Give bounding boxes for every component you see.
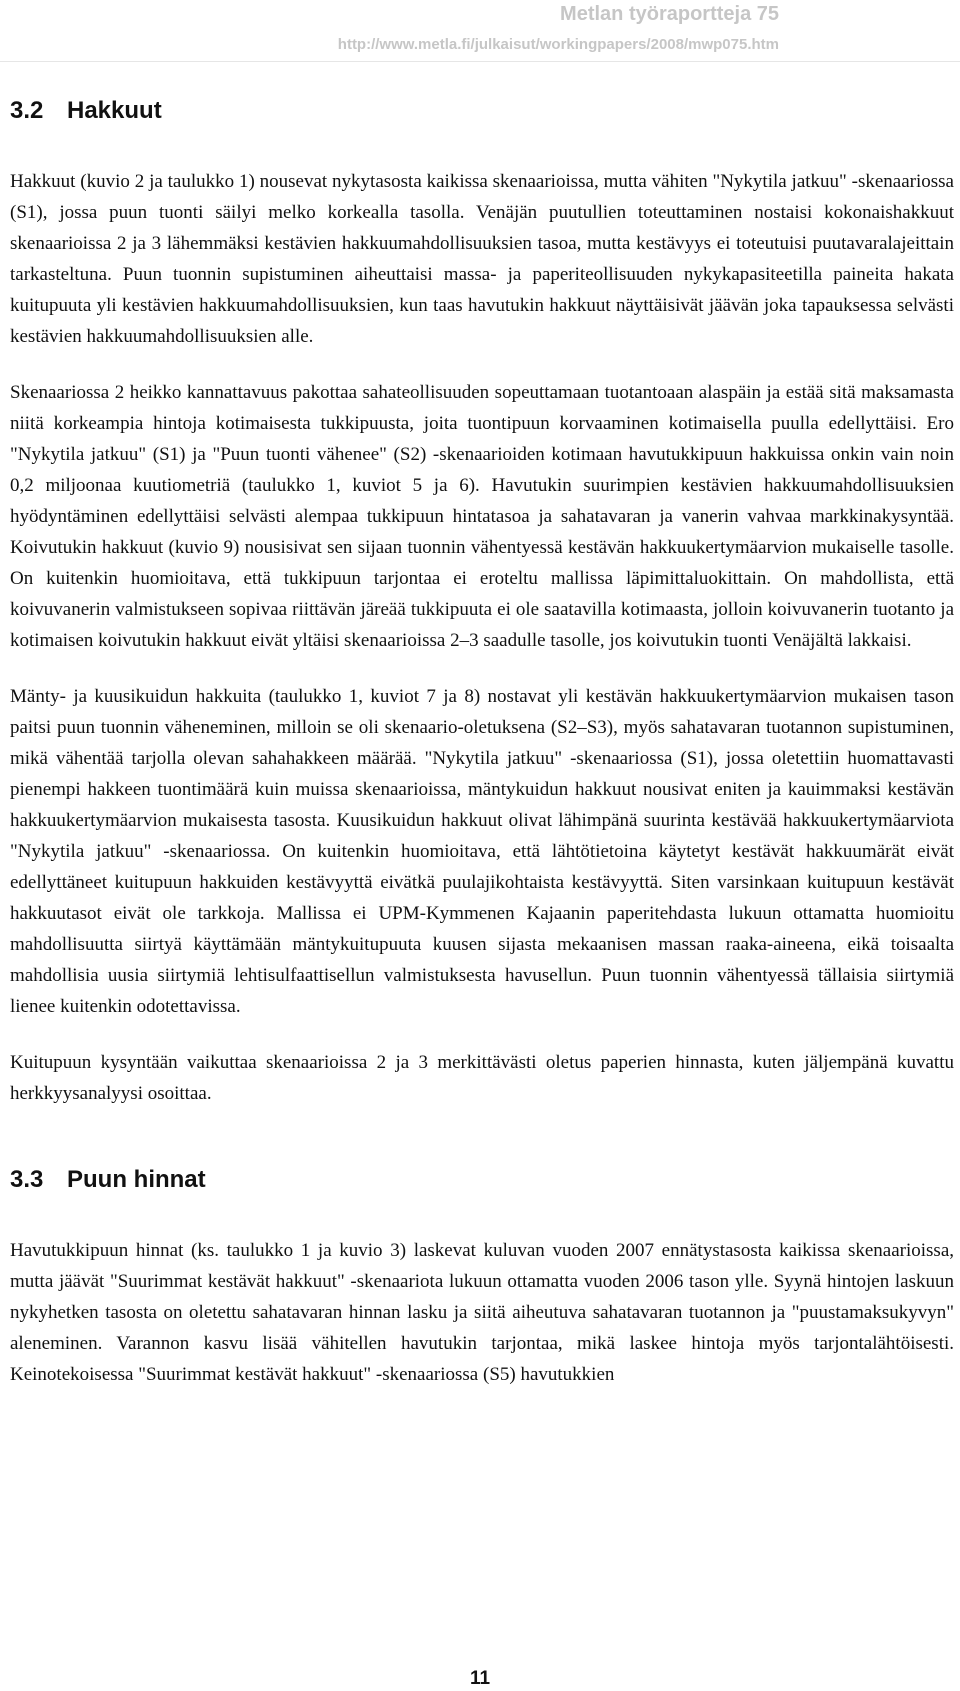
section-title: Puun hinnat [67, 1166, 206, 1193]
body-paragraph: Skenaariossa 2 heikko kannattavuus pakottaa sahateollisuuden sopeuttamaan tuotantoaan alaspäin ja estää sitä maksamasta niitä korkeampia hintoja kotimaisesta tukkipuusta, joita tuontipuun korvaaminen kotimaisella puulla edellyttäisi. Ero "Nykytila jatkuu" (S1) ja "Puun tuonti vähenee" (S2) -skenaarioiden kotimaan havutukkipuun hakkuissa onkin vain noin 0,2 miljoonaa kuutiometriä (taulukko 1, kuviot 5 ja 6). Havutukin suurimpien kestävien hakkuumahdollisuuksien hyödyntäminen edellyttäisi selvästi alempaa tukkipuun hintatasoa ja sahatavaran ja vanerin vahvaa markkinakysyntää. Koivutukin hakkuut (kuvio 9) nousisivat sen sijaan tuonnin vähentyessä kestävän hakkuukertymäarvion mukaiselle tasolle. On kuitenkin huomioitava, että tukkipuun tarjontaa ei eroteltu mallissa läpimittaluokittain. On mahdollista, että koivuvanerin valmistukseen sopivaa riittävän järeää tukkipuuta ei ole saatavilla kotimaasta, jolloin koivuvanerin tuotanto ja kotimaisen koivutukin hakkuut eivät yltäisi skenaarioissa 2–3 saadulle tasolle, jos koivutukin tuonti Venäjältä lakkaisi. [10, 382, 954, 651]
section-title: Hakkuut [67, 97, 162, 124]
page-header [338, 0, 779, 55]
section-number: 3.3 [10, 1166, 44, 1193]
header-url[interactable]: http://www.metla.fi/julkaisut/workingpapers/2008/mwp075.htm [337, 36, 779, 53]
body-paragraph: Mänty- ja kuusikuidun hakkuita (taulukko 1, kuviot 7 ja 8) nostavat yli kestävän hakkuukertymäarvion mukaisen tason paitsi puun tuonnin väheneminen, milloin se oli skenaario-oletuksena (S2–S3), myös sahatavaran tuotannon supistuminen, mikä vähentää tarjolla olevan sahahakkeen määrää. "Nykytila jatkuu" -skenaariossa (S1), jossa oletettiin huomattavasti pienempi hakkeen tuontimäärä kuin muissa skenaarioissa, mäntykuidun hakkuut nousivat eniten ja kauimmaksi kestävän hakkuukertymäarvion mukaisesta tasosta. Kuusikuidun hakkuut olivat lähimpänä suurinta kestävää hakkuukertymäarviota "Nykytila jatkuu" -skenaariossa. On kuitenkin huomioitava, että lähtötietoina käytetyt kestävät hakkuumärät eivät edellyttäneet kuitupuun hakkuiden kestävyyttä eivätkä puulajikohtaista kestävyyttä. Siten varsinkaan kuitupuun kestävät hakkuutasot eivät ole tarkkoja. Mallissa ei UPM-Kymmenen Kajaanin paperitehdasta lukuun ottamatta huomioitu mahdollisuutta siirtyä käyttämään mäntykuitupuuta kuusen sijasta mekaanisen massan raaka-aineena, eikä toisaalta mahdollisia uusia siirtymiä lehtisulfaattisellun valmistuksesta havusellun. Puun tuonnin vähentyessä tällaisia siirtymiä lienee kuitenkin odotettavissa. [10, 686, 954, 1017]
body-paragraph: Kuitupuun kysyntään vaikuttaa skenaarioissa 2 ja 3 merkittävästi oletus paperien hinnasta, kuten jäljempänä kuvattu herkkyysanalyysi osoittaa. [10, 1052, 954, 1104]
header-series-title: Metlan työraportteja 75 [560, 3, 779, 25]
body-paragraph: Havutukkipuun hinnat (ks. taulukko 1 ja kuvio 3) laskevat kuluvan vuoden 2007 ennätystasosta kaikissa skenaarioissa, mutta jäävät "Suurimmat kestävät hakkuut" -skenaariota lukuun ottamatta vuoden 2006 tason ylle. Syynä hintojen laskuun nykyhetken tasosta on oletettu sahatavaran hinnan lasku ja siitä aiheutuva sahatavaran tuotannon ja "puustamaksukyvyn" aleneminen. Varannon kasvu lisää vähitellen havutukin tarjontaa, mikä laskee hintoja myös tarjontalähtöisesti. Keinotekoisessa "Suurimmat kestävät hakkuut" -skenaariossa (S5) havutukkien [10, 1240, 954, 1385]
page-number: 11 [469, 1668, 491, 1689]
body-paragraph: Hakkuut (kuvio 2 ja taulukko 1) nousevat nykytasosta kaikissa skenaarioissa, mutta vähiten "Nykytila jatkuu" -skenaariossa (S1), jossa puun tuonti säilyi melko korkealla tasolla. Venäjän puutullien toteuttaminen nostaisi kokonaishakkuut skenaarioissa 2 ja 3 lähemmäksi kestävien hakkuumahdollisuuksien tasoa, mutta kestävyys ei toteutuisi puutavaralajeittain tarkasteltuna. Puun tuonnin supistuminen aiheuttaisi massa- ja paperiteollisuuden nykykapasiteetilla paineita hakata kuitupuuta yli kestävien hakkuumahdollisuuksien, kun taas havutukin hakkuut näyttäisivät jäävän joka tapauksessa selvästi kestävien hakkuumahdollisuuksien alle. [10, 171, 954, 347]
section-number: 3.2 [10, 97, 44, 124]
page-body [10, 96, 954, 1390]
section-heading-puun-hinnat [10, 1165, 954, 1195]
section-heading-hakkuut [10, 96, 954, 126]
header-divider [0, 61, 960, 62]
